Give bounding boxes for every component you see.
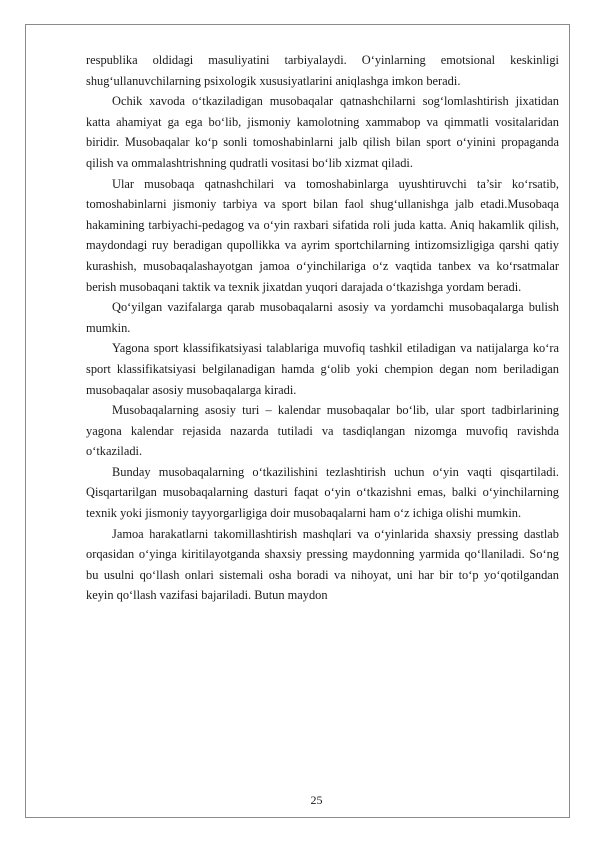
document-body (86, 50, 559, 606)
paragraph: Qo‘yilgan vazifalarga qarab musobaqalarni asosiy va yordamchi musobaqalarga bulish mumkin. (86, 300, 559, 335)
paragraph: Ular musobaqa qatnashchilari va tomoshabinlarga uyushtiruvchi ta’sir ko‘rsatib, tomoshabinlarni jismoniy tarbiya va sport bilan faol shug‘ullanishga jalb etadi.Musobaqa hakamining tarbiyachi-pedagog va o‘yin raxbari sifatida roli juda katta. Aniq hakamlik qilish, maydondagi ruy beradigan qupollikka va ayrim sportchilarning intizomsizligiga qarshi qatiy kurashish, musobaqalashayotgan jamoa o‘yinchilariga o‘z vaqtida tanbex va ko‘rsatmalar berish musobaqani taktik va texnik jixatdan yuqori darajada o‘tkazishga yordam beradi. (86, 176, 559, 294)
paragraph: Bunday musobaqalarning o‘tkazilishini tezlashtirish uchun o‘yin vaqti qisqartiladi. Qisqartarilgan musobaqalarning dasturi faqat o‘yin o‘tkazishni emas, balki o‘yinchilarning texnik yoki jismoniy tayyorgarligiga doir musobaqalarni ham o‘z ichiga olishi mumkin. (86, 464, 559, 521)
page-number: 25 (310, 793, 323, 807)
paragraph: Yagona sport klassifikatsiyasi talablariga muvofiq tashkil etiladigan va natijalarga ko‘ra sport klassifikatsiyasi belgilanadigan hamda g‘olib yoki chempion degan nom beriladigan musobaqalar asosiy musobaqalarga kiradi. (86, 341, 559, 397)
paragraph: Ochik xavoda o‘tkaziladigan musobaqalar qatnashchilarni sog‘lomlashtirish jixatidan katta ahamiyat ga ega bo‘lib, jismoniy kamolotning xammabop va qimmatli vositalaridan biridir. Musobaqalar ko‘p sonli tomoshabinlarni jalb qilish bilan sport o‘yinini propaganda qilish va ommalashtrishning qudratli vositasi bo‘lib xizmat qiladi. (86, 94, 559, 170)
paragraph: Jamoa harakatlarni takomillashtirish mashqlari va o‘yinlarida shaxsiy pressing dastlab orqasidan o‘yinga kiritilayotganda shaxsiy pressing maydonning yarmida qo‘llaniladi. So‘ng bu usulni qo‘llash onlari sistemali osha boradi va nihoyat, uni har bir to‘p yo‘qotilgandan keyin qo‘llash vazifasi bajariladi. Butun maydon (86, 526, 559, 603)
paragraph: Musobaqalarning asosiy turi – kalendar musobaqalar bo‘lib, ular sport tadbirlarining yagona kalendar rejasida nazarda tutiladi va tasdiqlangan nizomga muvofiq ravishda o‘tkaziladi. (86, 403, 559, 459)
paragraph: respublika oldidagi masuliyatini tarbiyalaydi. O‘yinlarning emotsional keskinligi shug‘ullanuvchilarning psixologik xususiyatlarini aniqlashga imkon beradi. (86, 53, 559, 88)
